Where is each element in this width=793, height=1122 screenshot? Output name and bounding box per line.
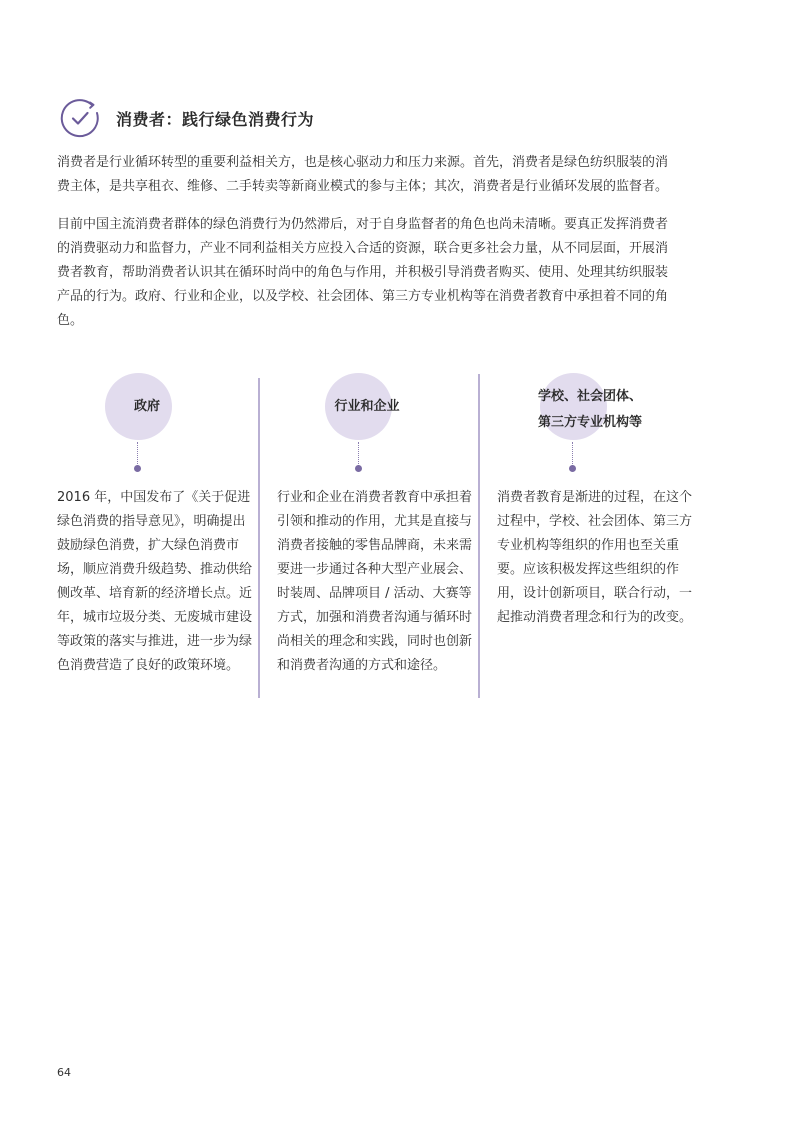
intro-paragraph-1: 消费者是行业循环转型的重要利益相关方，也是核心驱动力和压力来源。首先，消费者是绿色纺织服装的消费主体，是共享租衣、维修、二手转卖等新商业模式的参与主体；其次，消费者是行业循环发展的监督者。 [57, 155, 669, 194]
column-divider [478, 374, 480, 698]
column-header [497, 370, 693, 475]
column-title [487, 384, 693, 436]
column-title-line: 第三方专业机构等 [537, 415, 642, 430]
column-body: 行业和企业在消费者教育中承担着引领和推动的作用，尤其是直接与消费者接触的零售品牌商，未来需要进一步通过各种大型产业展会、时装周、品牌项目 / 活动、大赛等方式，加强和消费者沟通与循环时尚相关的理念和实践，同时也创新和消费者沟通的方式和途径。 [277, 490, 473, 673]
column-title-line: 学校、社会团体、 [537, 389, 642, 404]
column-header [57, 370, 253, 475]
column-header [277, 370, 473, 475]
column-divider [258, 378, 260, 698]
column-body: 2016 年，中国发布了《关于促进绿色消费的指导意见》，明确提出鼓励绿色消费，扩大绿色消费市场，顺应消费升级趋势、推动供给侧改革、培育新的经济增长点。近年，城市垃圾分类、无废城市建设等政策的落实与推进，进一步为绿色消费营造了良好的政策环境。 [57, 490, 253, 673]
column-government [57, 370, 253, 678]
column-title-line: 行业和企业 [334, 399, 400, 414]
intro-paragraph-2: 目前中国主流消费者群体的绿色消费行为仍然滞后，对于自身监督者的角色也尚未清晰。要真正发挥消费者的消费驱动力和监督力，产业不同利益相关方应投入合适的资源，联合更多社会力量，从不同层面，开展消费者教育，帮助消费者认识其在循环时尚中的角色与作用，并积极引导消费者购买、使用、处理其纺织服装产品的行为。政府、行业和企业，以及学校、社会团体、第三方专业机构等在消费者教育中承担着不同的角色。 [57, 217, 669, 328]
connector-dot [134, 465, 141, 472]
column-title [261, 394, 473, 420]
page-number: 64 [57, 1066, 71, 1079]
section-title: 消费者：践行绿色消费行为 [116, 109, 315, 129]
column-title [41, 394, 253, 420]
check-circle-icon [58, 96, 102, 140]
column-body: 消费者教育是渐进的过程，在这个过程中，学校、社会团体、第三方专业机构等组织的作用也至关重要。应该积极发挥这些组织的作用，设计创新项目，联合行动，一起推动消费者理念和行为的改变。 [497, 490, 693, 625]
column-title-line: 政府 [133, 399, 160, 414]
section-header [58, 96, 314, 140]
column-industry-enterprise [277, 370, 473, 678]
connector-dot [569, 465, 576, 472]
column-schools-organizations [497, 370, 693, 630]
connector-dot [355, 465, 362, 472]
